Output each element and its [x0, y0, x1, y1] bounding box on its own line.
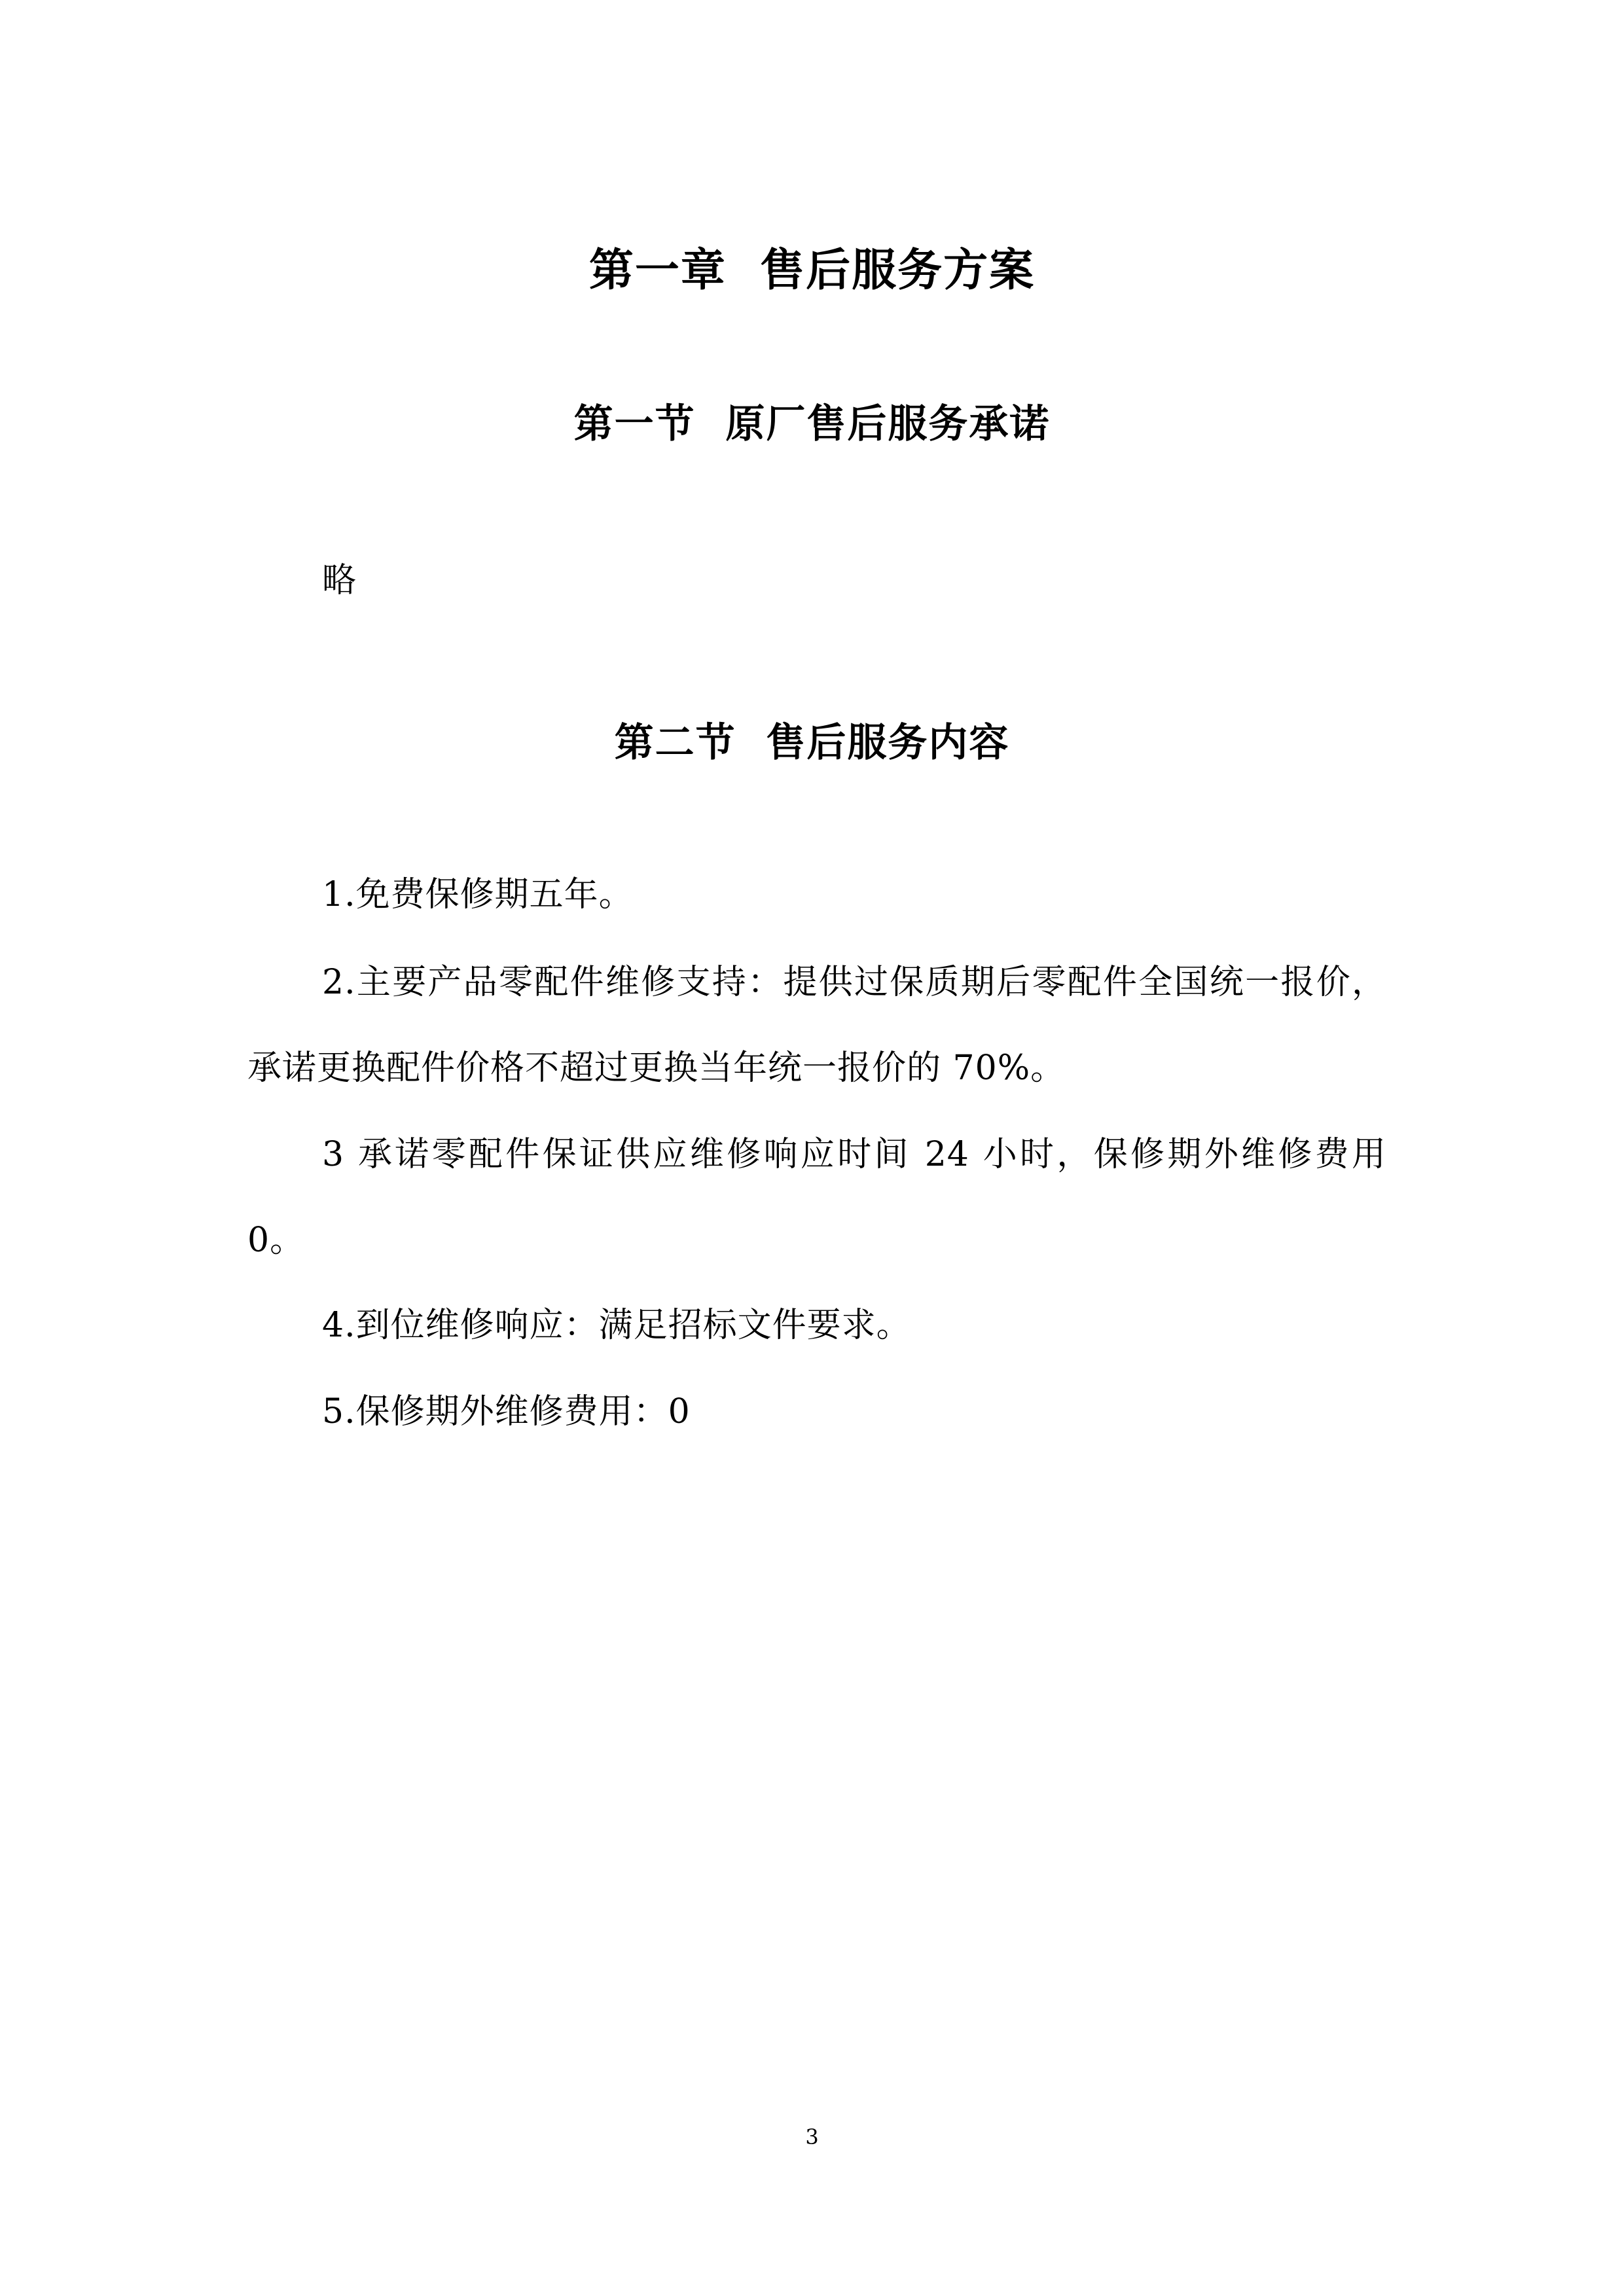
section-title-service-content: 第二节 售后服务内容 — [614, 719, 1010, 766]
chapter-title: 第一章 售后服务方案 — [588, 244, 1036, 296]
section-title-original-factory-commitment: 第一节 原厂售后服务承诺 — [573, 401, 1051, 447]
page-number: 3 — [805, 2125, 819, 2149]
service-item-3: 3 承诺零配件保证供应维修响应时间 24 小时，保修期外维修费用 0。 — [247, 1135, 1386, 1260]
section-1-paragraph-omitted: 略 — [322, 561, 357, 600]
service-item-5: 5.保修期外维修费用：0 — [322, 1392, 691, 1431]
service-item-1: 1.免费保修期五年。 — [322, 875, 634, 914]
service-item-4: 4.到位维修响应：满足招标文件要求。 — [322, 1306, 911, 1345]
service-item-2: 2.主要产品零配件维修支持：提供过保质期后零配件全国统一报价，承诺更换配件价格不超过更换当年统一报价的 70%。 — [247, 963, 1386, 1088]
